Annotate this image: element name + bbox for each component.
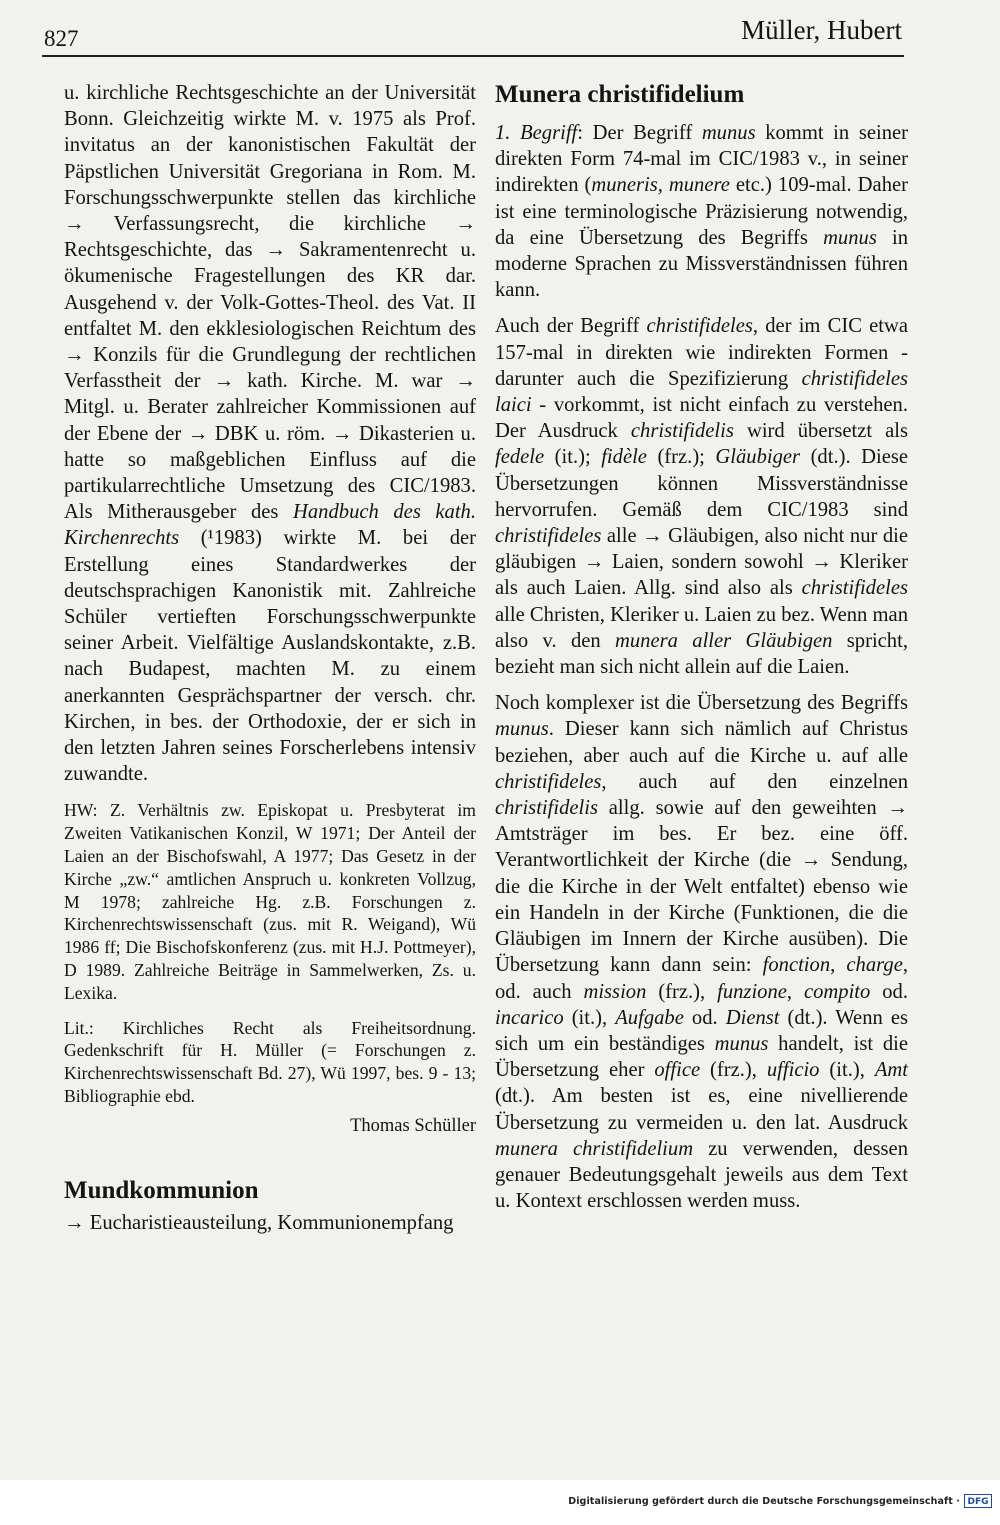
paragraph-christifideles: Auch der Begriff christifideles, der im CIC etwa 157-mal in direkten wie indirekten Formen - darunter auch die Spezifizierung christifideles laici - vorkommt, ist nicht einfach zu verstehen. Der Ausdruck christifidelis wird übersetzt als fedele (it.); fidèle (frz.); Gläubiger (dt.). Diese Übersetzungen können Missverständnisse hervorrufen. Gemäß dem CIC/1983 sind christifideles alle → Gläubigen, also nicht nur die gläubigen → Laien, sondern sowohl → Kleriker als auch Laien. Allg. sind also als christifideles alle Christen, Kleriker u. Laien zu bez. Wenn man also v. den munera aller Gläubigen spricht, bezieht man sich nicht allein auf die Laien.: [495, 315, 909, 679]
header-rule: [42, 55, 904, 57]
references: [64, 799, 476, 1107]
headword-munera: Munera christifidelium: [495, 81, 745, 108]
author-signature: Thomas Schüller: [350, 1115, 476, 1136]
paragraph-munus: Noch komplexer ist die Übersetzung des Begriffs munus. Dieser kann sich nämlich auf Christus beziehen, aber auch auf die Kirche u. auf alle christifideles, auch auf den einzelnen christifidelis allg. sowie auf den geweihten → Amtsträger im bes. Er bez. eine öff. Verantwortlichkeit der Kirche (die → Sendung, die die Kirche in der Welt entfaltet) ebenso wie ein Handeln in der Kirche (Funktionen, die die Gläubigen im Innern der Kirche ausüben). Die Übersetzung kann dann sein: fonction, charge, od. auch mission (frz.), funzione, compito od. incarico (it.), Aufgabe od. Dienst (dt.). Wenn es sich um ein beständiges munus handelt, ist die Übersetzung eher office (frz.), ufficio (it.), Amt (dt.). Am besten ist es, eine nivellierende Übersetzung zu vermeiden u. den lat. Ausdruck munera christifidelium zu verwenden, dessen genauer Bedeutungsgehalt jeweils aus dem Text u. Kontext erschlossen werden muss.: [495, 692, 909, 1213]
works-list: HW: Z. Verhältnis zw. Episkopat u. Presbyterat im Zweiten Vatikanischen Konzil, W 1971; Der Anteil der Laien an der Bischofswahl, A 1977; Das Gesetz in der Kirche „zw.“ amtlichen Anspruch u. konkreten Vollzug, M 1978; zahlreiche Hg. z.B. Forschungen z. Kirchenrechtswissenschaft (zus. mit R. Weigand), Wü 1986 ff; Die Bischofskonferenz (zus. mit H.J. Pottmeyer), D 1989. Zahlreiche Beiträge in Sammelwerken, Zs. u. Lexika.: [64, 800, 476, 1003]
literature-list: Lit.: Kirchliches Recht als Freiheitsordnung. Gedenkschrift für H. Müller (= Forschungen z. Kirchenrechtswissenschaft Bd. 27), Wü 1997, bes. 9 - 13; Bibliographie ebd.: [64, 1017, 476, 1107]
dfg-logo: DFG: [964, 1494, 992, 1508]
paragraph-begriff: 1. Begriff: Der Begriff munus kommt in seiner direkten Form 74-mal im CIC/1983 v., in seiner indirekten (muneris, munere etc.) 109-mal. Daher ist eine terminologische Präzisierung notwendig, da eine Übersetzung des Begriffs munus in moderne Sprachen zu Missverständnissen führen kann.: [495, 122, 908, 302]
footer-bar: [0, 1480, 1000, 1525]
handbuch-title: Handbuch des kath. Kirchenrechts: [64, 501, 476, 550]
page-number: 827: [44, 26, 79, 51]
headword-mundkommunion: Mundkommunion: [64, 1176, 259, 1204]
left-column: [64, 80, 476, 1236]
cross-reference: → Eucharistieausteilung, Kommunionempfang: [64, 1211, 454, 1234]
biography-paragraph: u. kirchliche Rechtsgeschichte an der Universität Bonn. Gleichzeitig wirkte M. v. 1975 als Prof. invitatus an der kanonistischen Fakultät der Päpstlichen Universität Gregoriana in Rom. M. Forschungsschwerpunkte stellen das kirchliche → Verfassungsrecht, die kirchliche → Rechtsgeschichte, das → Sakramentenrecht u. ökumenische Fragestellungen des KR dar. Ausgehend v. der Volk-Gottes-Theol. des Vat. II entfaltet M. den ekklesiologischen Reichtum des → Konzils für die Grundlegung der rechtlichen Verfasstheit der → kath. Kirche. M. war → Mitgl. u. Berater zahlreicher Kommissionen auf der Ebene der → DBK u. röm. → Dikasterien u. hatte so maßgeblichen Einfluss auf die partikularrechtliche Umsetzung des CIC/1983. Als Mitherausgeber des Handbuch des kath. Kirchenrechts (¹1983) wirkte M. bei der Erstellung eines Standardwerkes der deutschsprachigen Kanonistik mit. Zahlreiche Schüler vertieften Forschungsschwerpunkte seiner Arbeit. Vielfältige Auslandskontakte, z.B. nach Budapest, machten M. zu einem anerkannten Gesprächspartner der versch. chr. Kirchen, in bes. der Orthodoxie, der er sich in den letzten Jahren seines Forscherlebens intensiv zuwandte.: [64, 82, 476, 786]
funding-notice: Digitalisierung gefördert durch die Deutsche Forschungsgemeinschaft ·: [568, 1496, 960, 1507]
right-column: [495, 80, 908, 1214]
running-head: Müller, Hubert: [741, 15, 902, 45]
section-number: 1. Begriff: [495, 122, 578, 144]
